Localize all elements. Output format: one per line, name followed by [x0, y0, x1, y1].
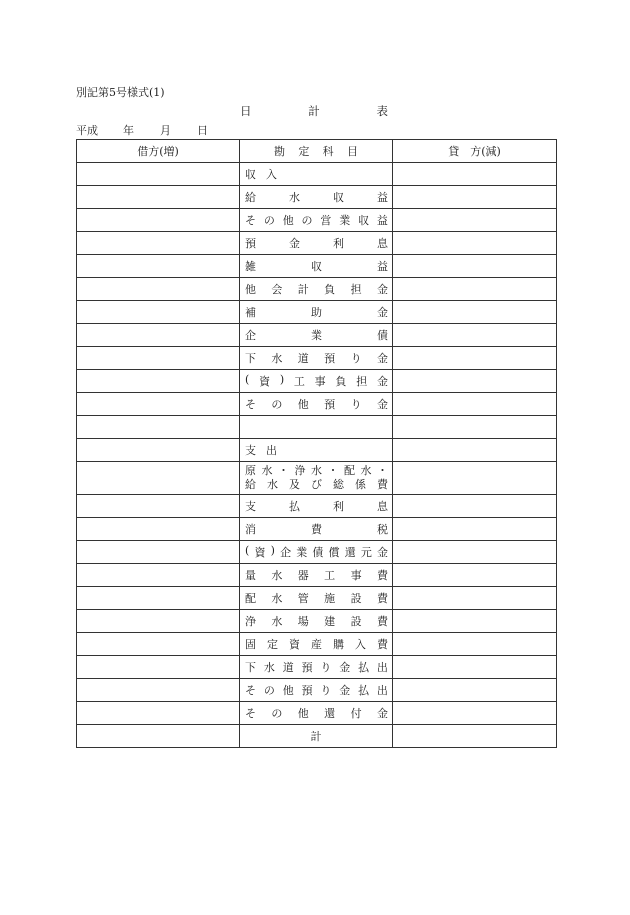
label-char: 税 [377, 523, 388, 536]
label-char: そ [245, 398, 256, 411]
label-char: 払 [358, 684, 370, 697]
account-cell [240, 232, 393, 255]
account-label [240, 304, 392, 320]
title-char: 計 [308, 104, 320, 118]
account-cell [240, 301, 393, 324]
label-char: 費 [376, 592, 388, 605]
label-char: 預 [301, 684, 313, 697]
title-char: 表 [376, 104, 388, 118]
label-char: 利 [333, 500, 344, 513]
credit-cell [393, 301, 557, 324]
account-cell [240, 370, 393, 393]
label-char: 及 [289, 478, 300, 491]
date-year: 年 [123, 124, 134, 137]
income-row [77, 255, 557, 278]
label-char: 金 [376, 283, 388, 296]
credit-cell [393, 186, 557, 209]
account-cell [240, 324, 393, 347]
credit-cell [393, 656, 557, 679]
expense-row [77, 518, 557, 541]
label-char: 資 [259, 375, 271, 388]
account-label [240, 498, 392, 514]
label-char: 資 [254, 546, 266, 559]
label-char: 管 [297, 592, 309, 605]
debit-cell [77, 186, 240, 209]
date-line [76, 122, 208, 138]
expense-row [77, 679, 557, 702]
label-char: 科 [322, 145, 334, 158]
label-char: 他 [297, 707, 309, 720]
account-cell [240, 541, 393, 564]
credit-cell [393, 370, 557, 393]
label-char: 還 [324, 707, 336, 720]
label-char: 収 [245, 168, 256, 181]
label-char: の [301, 214, 313, 227]
label-char: 他 [282, 214, 294, 227]
label-char: 費 [311, 523, 322, 536]
label-line [245, 478, 388, 492]
debit-cell [77, 324, 240, 347]
label-char: 水 [311, 464, 322, 477]
expense-heading-row [77, 439, 557, 462]
label-char: 益 [376, 214, 388, 227]
account-cell [240, 347, 393, 370]
debit-cell [77, 702, 240, 725]
label-char: 他 [297, 398, 309, 411]
label-char: 事 [314, 375, 326, 388]
debit-cell [77, 439, 240, 462]
account-cell [240, 564, 393, 587]
label-char: 費 [377, 478, 388, 491]
account-cell [240, 610, 393, 633]
section-heading [240, 442, 392, 458]
label-char: 場 [297, 615, 309, 628]
debit-cell [77, 679, 240, 702]
label-char: 補 [245, 306, 256, 319]
account-cell [240, 633, 393, 656]
label-char: ・ [278, 464, 289, 477]
label-char: 下 [245, 661, 256, 674]
label-char: 出 [376, 661, 388, 674]
expense-row [77, 541, 557, 564]
credit-cell [393, 518, 557, 541]
label-char: 産 [311, 638, 322, 651]
account-label [240, 590, 392, 606]
label-char: 事 [350, 569, 362, 582]
label-char: 金 [339, 661, 351, 674]
debit-cell [77, 725, 240, 748]
expense-row [77, 702, 557, 725]
label-char: そ [245, 684, 256, 697]
date-day: 日 [197, 124, 208, 137]
account-label [240, 659, 392, 675]
debit-cell [77, 370, 240, 393]
expense-row [77, 656, 557, 679]
label-char: 目 [346, 145, 358, 158]
credit-cell [393, 163, 557, 186]
account-cell [240, 679, 393, 702]
income-row [77, 393, 557, 416]
account-cell [240, 587, 393, 610]
label-char: 息 [377, 237, 388, 250]
label-char: 計 [297, 283, 309, 296]
label-char: 金 [376, 352, 388, 365]
income-row [77, 347, 557, 370]
label-char: 入 [355, 638, 366, 651]
label-char: 他 [245, 283, 256, 296]
label-char: 払 [289, 500, 300, 513]
section-heading [240, 166, 392, 182]
label-char: 業 [339, 214, 351, 227]
debit-cell [77, 633, 240, 656]
account-label [240, 212, 392, 228]
label-char: 資 [289, 638, 300, 651]
label-char: 給 [245, 478, 256, 491]
account-cell [240, 209, 393, 232]
label-char: の [263, 214, 275, 227]
label-char: ( [245, 544, 250, 557]
label-char: 助 [311, 306, 322, 319]
label-char: 総 [333, 478, 344, 491]
credit-cell [393, 209, 557, 232]
account-label [240, 464, 392, 492]
debit-cell [77, 209, 240, 232]
label-char: 浄 [294, 464, 306, 477]
label-char: 担 [350, 283, 362, 296]
income-row [77, 301, 557, 324]
label-line [245, 464, 388, 478]
account-cell [240, 255, 393, 278]
income-row [77, 232, 557, 255]
label-char: 金 [376, 707, 388, 720]
credit-cell [393, 564, 557, 587]
label-char: 定 [267, 638, 278, 651]
label-char: 預 [245, 237, 256, 250]
label-char: 会 [271, 283, 283, 296]
label-char: ) [270, 544, 275, 557]
account-label [240, 521, 392, 537]
label-char: 営 [320, 214, 332, 227]
credit-cell [393, 462, 557, 495]
label-char: ( [245, 373, 250, 386]
expense-row [77, 587, 557, 610]
title-char: 日 [240, 104, 252, 118]
credit-cell [393, 439, 557, 462]
label-char: の [271, 707, 283, 720]
label-char: 収 [311, 260, 322, 273]
label-char: 配 [245, 592, 256, 605]
label-char: 支 [245, 500, 256, 513]
expense-row [77, 495, 557, 518]
label-char: 配 [344, 464, 355, 477]
label-char: 器 [297, 569, 309, 582]
credit-cell [393, 255, 557, 278]
blank-row [77, 416, 557, 439]
label-char: 付 [350, 707, 362, 720]
account-cell [240, 495, 393, 518]
label-char: 償 [328, 546, 340, 559]
label-char: 払 [358, 661, 370, 674]
account-label [240, 567, 392, 583]
document-title [240, 103, 388, 119]
label-char: 水 [271, 352, 283, 365]
account-label [240, 636, 392, 652]
label-char: り [350, 352, 362, 365]
label-char: 水 [261, 464, 273, 477]
label-char: 担 [356, 375, 368, 388]
credit-cell [393, 541, 557, 564]
label-char: 費 [377, 638, 388, 651]
debit-cell [77, 416, 240, 439]
total-label: 計 [310, 730, 322, 743]
label-char: 水 [271, 615, 283, 628]
credit-cell [393, 587, 557, 610]
account-header [240, 140, 393, 163]
account-cell [240, 393, 393, 416]
credit-cell [393, 725, 557, 748]
account-label [240, 396, 392, 412]
debit-cell [77, 462, 240, 495]
debit-cell [77, 278, 240, 301]
label-char: り [320, 661, 332, 674]
label-char: そ [245, 707, 256, 720]
credit-header: 貸 方(減) [393, 140, 557, 163]
account-cell [240, 416, 393, 439]
date-era: 平成 [76, 124, 98, 137]
debit-header: 借方(増) [77, 140, 240, 163]
label-char: 費 [376, 569, 388, 582]
income-row [77, 324, 557, 347]
account-cell [240, 462, 393, 495]
label-char: 元 [360, 546, 372, 559]
account-label [240, 544, 392, 560]
credit-cell [393, 702, 557, 725]
label-char: 金 [377, 546, 388, 559]
label-char: 他 [282, 684, 294, 697]
ledger-table [76, 139, 557, 748]
label-char: 出 [376, 684, 388, 697]
account-label [240, 705, 392, 721]
date-month: 月 [160, 124, 171, 137]
debit-cell [77, 610, 240, 633]
debit-cell [77, 393, 240, 416]
label-char: 水 [263, 661, 275, 674]
label-char: ) [279, 373, 285, 386]
label-char: 負 [335, 375, 347, 388]
debit-cell [77, 495, 240, 518]
label-char: 企 [245, 329, 256, 342]
income-row [77, 186, 557, 209]
label-char: 給 [245, 191, 256, 204]
label-char: 金 [339, 684, 351, 697]
debit-cell [77, 541, 240, 564]
expense-row [77, 462, 557, 495]
label-char: の [263, 684, 275, 697]
label-char: 預 [324, 352, 336, 365]
debit-cell [77, 347, 240, 370]
account-cell [240, 278, 393, 301]
label-char: 息 [377, 500, 388, 513]
label-char: 設 [350, 615, 362, 628]
label-char: 係 [355, 478, 366, 491]
credit-cell [393, 347, 557, 370]
label-char: ・ [377, 464, 388, 477]
label-char: 量 [245, 569, 256, 582]
label-char: 設 [350, 592, 362, 605]
account-label [240, 235, 392, 251]
label-char: 原 [245, 464, 256, 477]
label-char: 利 [333, 237, 344, 250]
label-char: り [350, 398, 362, 411]
label-char: 水 [271, 592, 283, 605]
label-char: 工 [324, 569, 336, 582]
label-char: り [320, 684, 332, 697]
label-char: 道 [297, 352, 309, 365]
label-char: 金 [376, 398, 388, 411]
debit-cell [77, 518, 240, 541]
account-label [240, 350, 392, 366]
label-char: 道 [282, 661, 294, 674]
label-char: 収 [358, 214, 370, 227]
label-char: 預 [301, 661, 313, 674]
label-char: 益 [377, 191, 388, 204]
label-char: び [311, 478, 322, 491]
label-char: 費 [376, 615, 388, 628]
credit-cell [393, 495, 557, 518]
account-cell [240, 702, 393, 725]
label-char: 工 [293, 375, 305, 388]
debit-cell [77, 564, 240, 587]
credit-cell [393, 633, 557, 656]
label-char: 施 [324, 592, 336, 605]
debit-cell [77, 301, 240, 324]
label-char: 業 [296, 546, 308, 559]
label-char: 企 [280, 546, 292, 559]
label-char: 定 [298, 145, 310, 158]
account-label [240, 189, 392, 205]
label-char: 負 [324, 283, 336, 296]
income-row [77, 209, 557, 232]
label-char: 浄 [245, 615, 256, 628]
account-cell [240, 725, 393, 748]
debit-cell [77, 163, 240, 186]
label-char: 収 [333, 191, 344, 204]
total-row [77, 725, 557, 748]
income-row [77, 370, 557, 393]
account-label [240, 682, 392, 698]
credit-cell [393, 416, 557, 439]
label-char: そ [245, 214, 256, 227]
debit-cell [77, 255, 240, 278]
debit-cell [77, 656, 240, 679]
account-cell [240, 518, 393, 541]
label-char: 金 [376, 375, 388, 388]
label-char: ・ [327, 464, 339, 477]
label-char: 消 [245, 523, 256, 536]
form-number-label: 別記第5号様式(1) [76, 86, 165, 99]
credit-cell [393, 324, 557, 347]
label-char: 水 [360, 464, 372, 477]
label-char: の [271, 398, 283, 411]
label-char: 購 [333, 638, 344, 651]
header-row [77, 140, 557, 163]
label-char: 水 [289, 191, 300, 204]
account-cell [240, 186, 393, 209]
expense-row [77, 564, 557, 587]
account-cell [240, 439, 393, 462]
label-char: 出 [266, 444, 277, 457]
label-char: 金 [289, 237, 300, 250]
label-char: 建 [324, 615, 336, 628]
expense-row [77, 610, 557, 633]
label-char: 雑 [245, 260, 256, 273]
credit-cell [393, 610, 557, 633]
account-cell [240, 163, 393, 186]
label-char: 水 [271, 569, 283, 582]
debit-cell [77, 232, 240, 255]
credit-cell [393, 278, 557, 301]
label-char: 水 [267, 478, 278, 491]
label-char: 入 [266, 168, 277, 181]
credit-cell [393, 393, 557, 416]
debit-cell [77, 587, 240, 610]
account-cell [240, 656, 393, 679]
account-label [240, 613, 392, 629]
account-label [240, 373, 392, 389]
income-heading-row [77, 163, 557, 186]
label-char: 業 [311, 329, 322, 342]
account-label [240, 281, 392, 297]
credit-cell [393, 232, 557, 255]
credit-cell [393, 679, 557, 702]
label-char: 益 [377, 260, 388, 273]
label-char: 債 [312, 546, 324, 559]
label-char: 預 [324, 398, 336, 411]
label-char: 還 [344, 546, 356, 559]
label-char: 下 [245, 352, 256, 365]
expense-row [77, 633, 557, 656]
account-label [240, 327, 392, 343]
account-label [240, 258, 392, 274]
label-char: 金 [377, 306, 388, 319]
income-row [77, 278, 557, 301]
label-char: 債 [377, 329, 388, 342]
label-char: 支 [245, 444, 256, 457]
label-char: 勘 [274, 145, 285, 158]
label-char: 固 [245, 638, 256, 651]
